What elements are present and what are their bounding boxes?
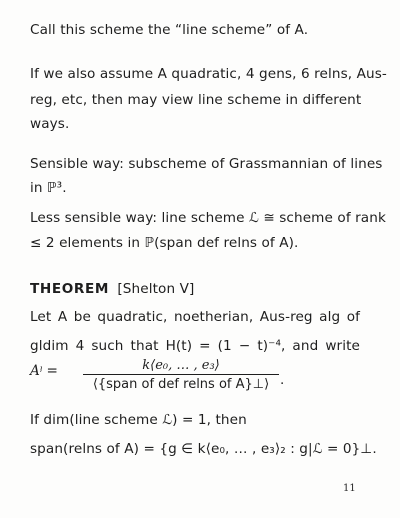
fraction-denominator: ⟨{span of def relns of A}⊥⟩ bbox=[92, 377, 270, 392]
text-line: reg, etc, then may view line scheme in different bbox=[30, 92, 362, 108]
text-line: Let A be quadratic, noetherian, Aus-reg alg of bbox=[30, 309, 360, 325]
text-line: ≤ 2 elements in ℙ(span def relns of A). bbox=[30, 235, 299, 251]
page-number: 11 bbox=[343, 483, 356, 494]
fraction bbox=[83, 358, 279, 392]
text-line: span(relns of A) = {g ∈ k⟨e₀, … , e₃⟩₂ : g|ℒ = 0}⊥. bbox=[30, 441, 377, 457]
text-line: Less sensible way: line scheme ℒ ≅ scheme of rank bbox=[30, 210, 386, 226]
fraction-bar bbox=[83, 374, 279, 375]
text-line: Call this scheme the “line scheme” of A. bbox=[30, 22, 309, 38]
theorem-label: THEOREM bbox=[30, 281, 109, 297]
text-line: gldim 4 such that H(t) = (1 − t)⁻⁴, and write bbox=[30, 338, 360, 354]
text-line: If we also assume A quadratic, 4 gens, 6 relns, Aus- bbox=[30, 66, 387, 82]
equation-lhs: Aᵎ = bbox=[30, 363, 58, 379]
text-line: Sensible way: subscheme of Grassmannian of lines bbox=[30, 156, 383, 172]
text-line: ways. bbox=[30, 116, 70, 132]
equation-period: . bbox=[280, 372, 285, 388]
text-line: If dim(line scheme ℒ) = 1, then bbox=[30, 412, 247, 428]
theorem-heading bbox=[30, 281, 194, 298]
theorem-citation: [Shelton V] bbox=[117, 281, 195, 297]
fraction-numerator: k⟨e₀, … , e₃⟩ bbox=[142, 358, 220, 373]
text-line: in ℙ³. bbox=[30, 180, 67, 196]
